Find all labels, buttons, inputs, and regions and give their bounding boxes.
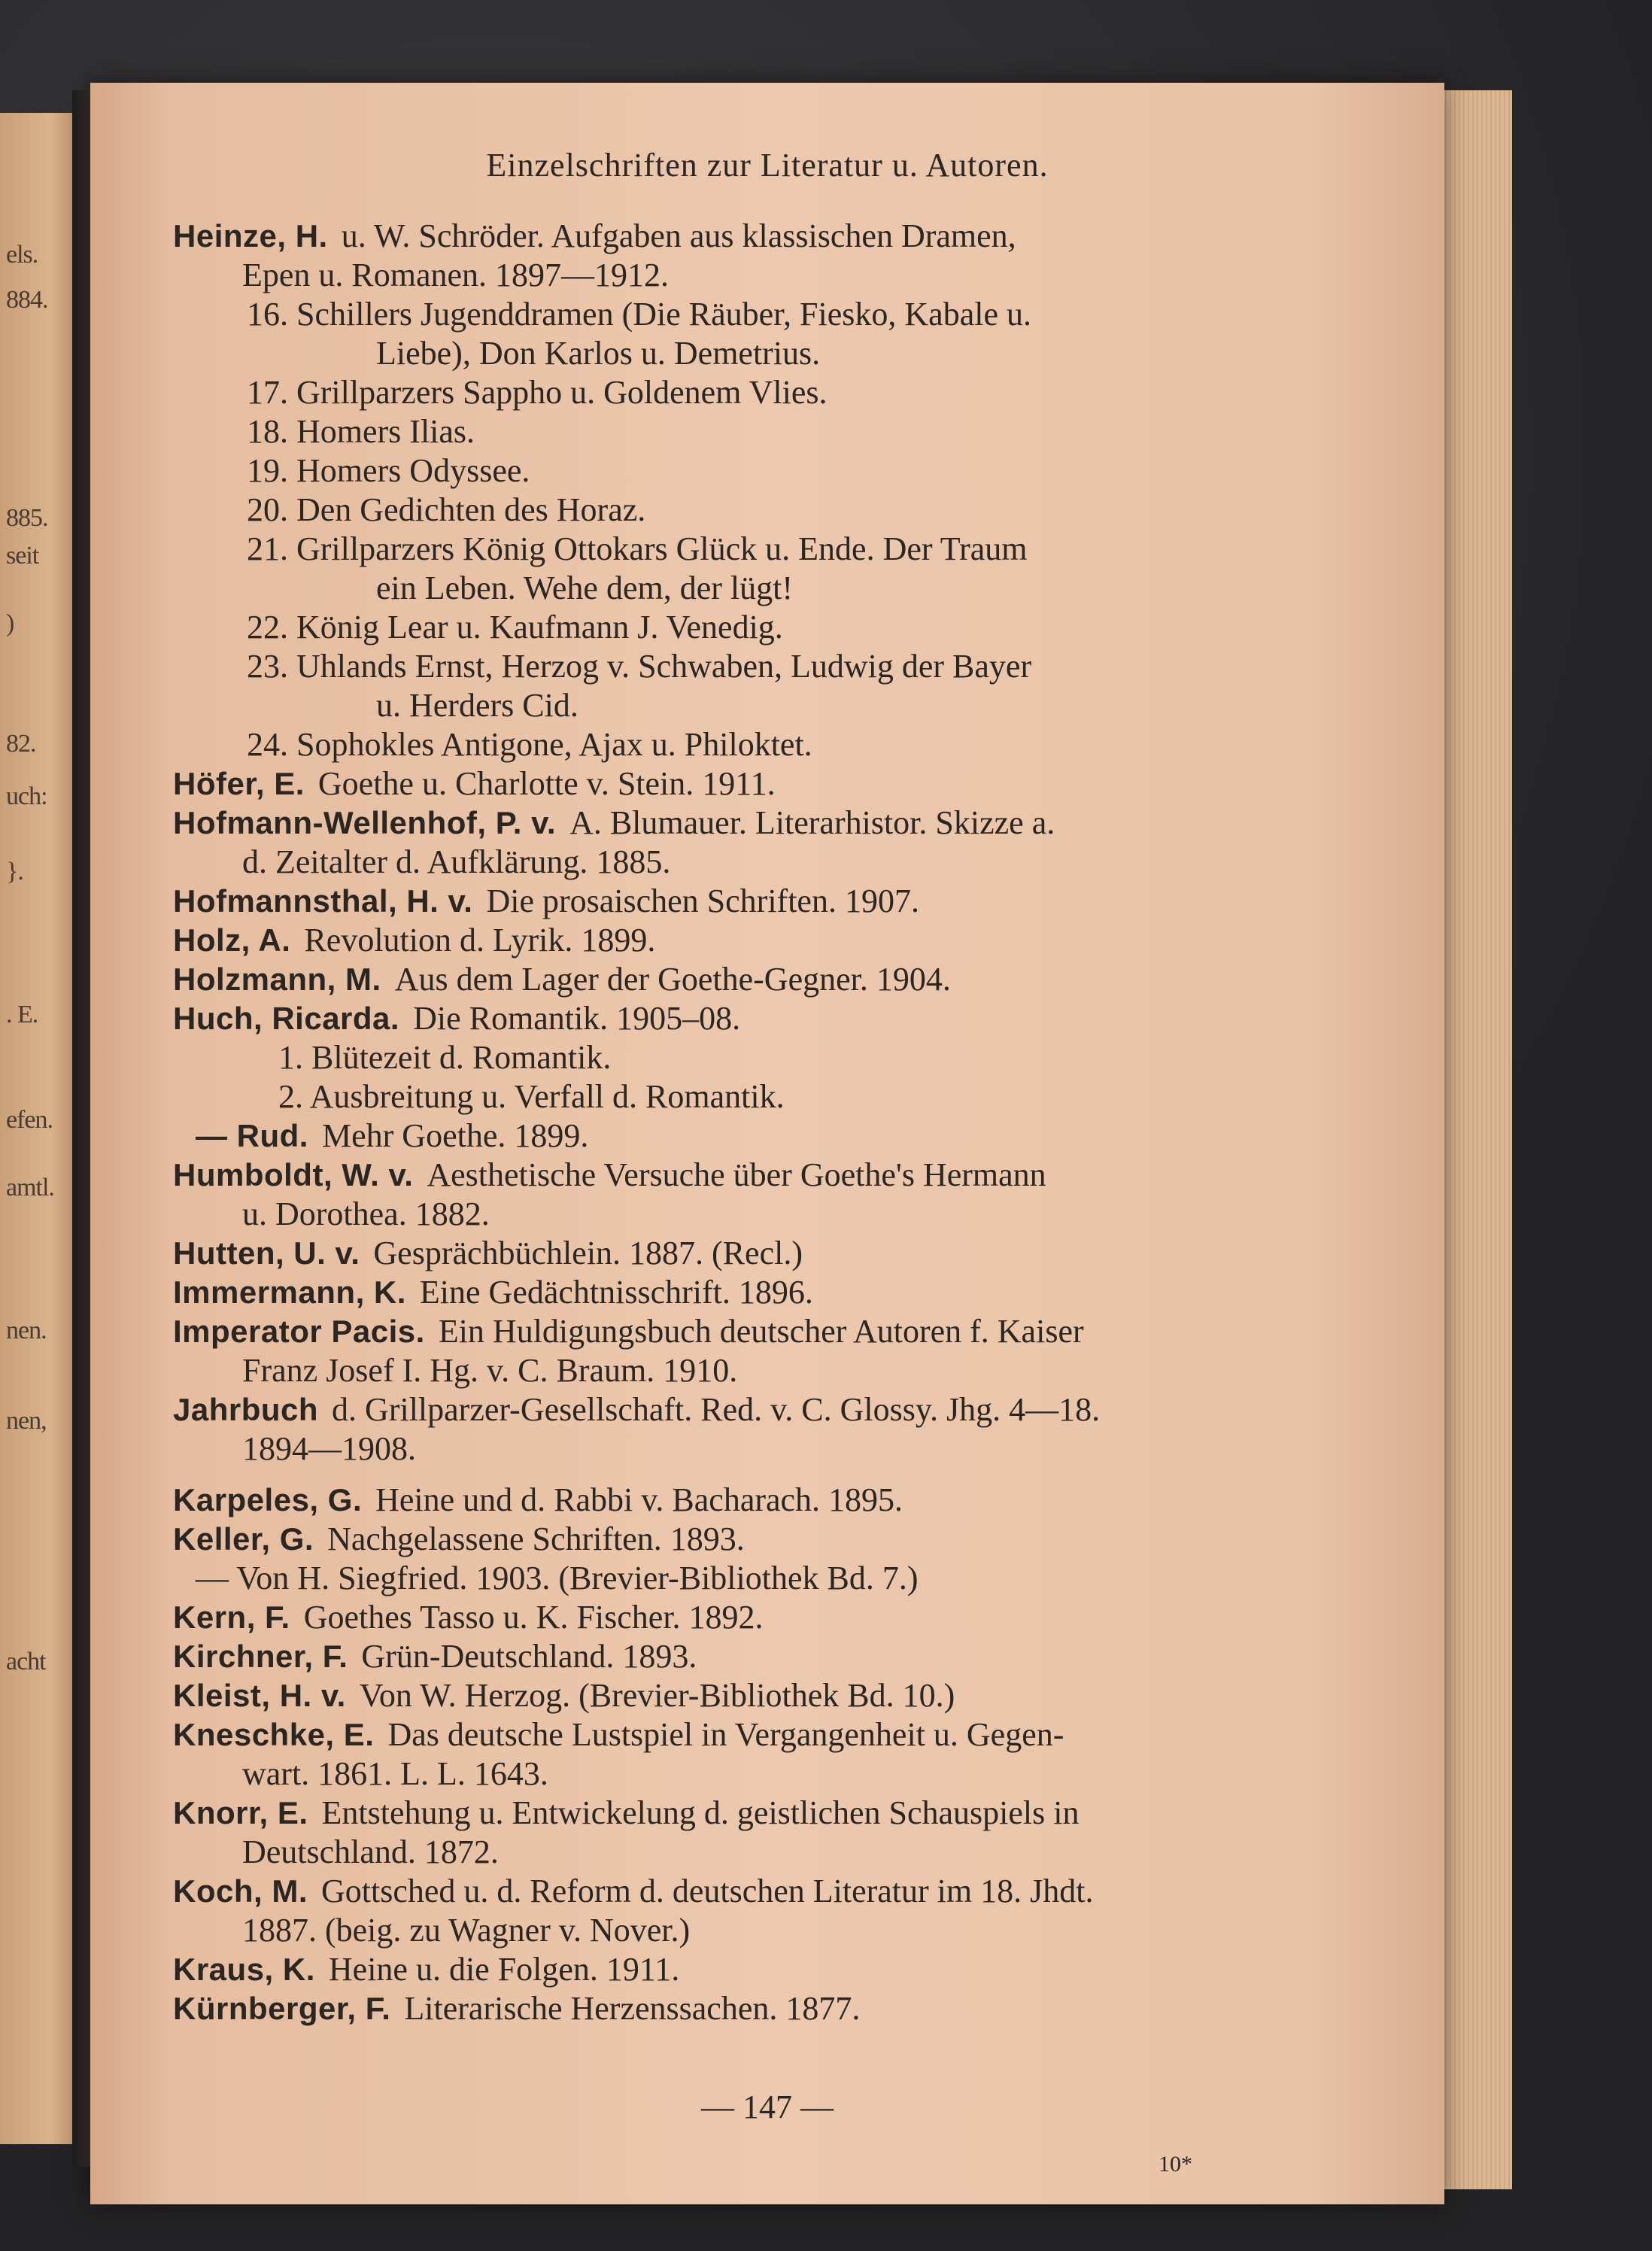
entry-author: Karpeles, G. [173,1482,363,1517]
entry-title: Das deutsche Lustspiel in Vergangenheit u. Gegen- [387,1716,1064,1753]
entry-author: Knorr, E. [173,1795,308,1830]
entry-author: Holz, A. [173,922,291,958]
bibliography-entry [173,217,1399,764]
entry-title: Gottsched u. d. Reform d. deutschen Literatur im 18. Jhdt. [321,1873,1094,1909]
entry-first-line [173,999,1399,1038]
entry-title: Die Romantik. 1905–08. [413,1000,741,1037]
bibliography-entry [173,1156,1399,1234]
left-page-fragment: 82. [6,730,36,758]
volume-number: 16. [247,296,288,333]
entry-first-line [173,960,1399,999]
entry-author: — Rud. [196,1118,308,1153]
entry-continuation: 1887. (beig. zu Wagner v. Nover.) [242,1912,691,1949]
bibliography-entry [173,1273,1399,1312]
entry-first-line [173,1872,1399,1911]
volume-title: Grillparzers Sappho u. Goldenem Vlies. [296,374,828,411]
bibliography-entry [173,1481,1399,1520]
entry-continuation: Deutschland. 1872. [242,1833,499,1870]
entry-author: Imperator Pacis. [173,1314,425,1349]
bibliography-entry [173,1116,1399,1156]
entry-continuation: u. Dorothea. 1882. [242,1195,490,1232]
bibliography-entry [173,1872,1399,1950]
entry-title: Literarische Herzenssachen. 1877. [404,1990,861,2027]
entry-title: Von W. Herzog. (Brevier-Bibliothek Bd. 10.) [359,1677,955,1714]
entry-author: Holzmann, M. [173,961,381,997]
volume-number: 19. [247,452,288,489]
volume-title: Homers Ilias. [296,413,475,450]
bibliography-entry [173,999,1399,1116]
entry-author: Hofmann-Wellenhof, P. v. [173,805,557,840]
volume-line [173,295,1399,334]
entry-first-line [173,803,1399,843]
entry-continuation: Epen u. Romanen. 1897—1912. [242,257,670,293]
left-page-fragment: . E. [6,1001,38,1028]
entry-author: Kürnberger, F. [173,1991,391,2026]
left-page-fragment: ) [6,609,14,637]
page-number: — 147 — [701,2088,834,2125]
entry-first-line [173,1234,1399,1273]
volume-title: Den Gedichten des Horaz. [296,491,646,528]
volume-line [173,725,1399,764]
volume-continuation: Liebe), Don Karlos u. Demetrius. [376,335,821,372]
volume-number: 21. [247,530,288,567]
entry-title: Aus dem Lager der Goethe-Gegner. 1904. [394,961,951,998]
bibliography-entry [173,1950,1399,1989]
entry-first-line [173,1520,1399,1559]
volume-title: Homers Odyssee. [296,452,530,489]
entry-first-line [173,1637,1399,1676]
left-page-fragment: seit [6,542,39,570]
volume-line [173,530,1399,569]
entry-author: Jahrbuch [173,1392,319,1427]
bibliography-entry [173,1794,1399,1872]
volume-continuation: u. Herders Cid. [376,687,579,724]
entry-first-line [173,1794,1399,1833]
bibliography-entry [173,1598,1399,1637]
entry-author: Keller, G. [173,1521,314,1557]
entry-author: Immermann, K. [173,1274,406,1310]
volume-line [173,412,1399,451]
left-page-fragment: acht [6,1648,46,1675]
volume-number: 24. [247,726,288,763]
entry-first-line [173,1116,1399,1156]
volume-line [173,373,1399,412]
volume-title: Sophokles Antigone, Ajax u. Philoktet. [296,726,812,763]
bibliography-entry [173,1520,1399,1598]
bibliography-entry [173,1676,1399,1715]
left-page-fragment: els. [6,241,38,269]
volume-title: Schillers Jugenddramen (Die Räuber, Fiesko, Kabale u. [296,296,1031,333]
volume-line [173,491,1399,530]
left-page-fragment: nen. [6,1317,47,1344]
entry-first-line [173,1273,1399,1312]
volume-line [173,608,1399,647]
bibliography-entry [173,921,1399,960]
bibliography-entry [173,803,1399,882]
entry-title: Heine und d. Rabbi v. Bacharach. 1895. [375,1481,903,1518]
spacer [173,1469,1399,1481]
entry-title: Nachgelassene Schriften. 1893. [327,1520,745,1557]
entry-title: Goethe u. Charlotte v. Stein. 1911. [317,765,776,802]
entry-title: Revolution d. Lyrik. 1899. [304,922,656,958]
entry-title: Die prosaischen Schriften. 1907. [486,882,919,919]
entry-first-line [173,1598,1399,1637]
entry-continuation: 1894—1908. [242,1430,416,1467]
left-page-fragment: 884. [6,286,48,314]
related-entry: — Von H. Siegfried. 1903. (Brevier-Bibliothek Bd. 7.) [196,1560,919,1596]
entry-title: Aesthetische Versuche über Goethe's Hermann [427,1156,1046,1193]
volume-title: König Lear u. Kaufmann J. Venedig. [296,609,783,646]
volume-title: Grillparzers König Ottokars Glück u. Ende. Der Traum [296,530,1028,567]
volume-number: 18. [247,413,288,450]
entry-first-line [173,1312,1399,1351]
entry-author: Höfer, E. [173,766,305,801]
volume-continuation: ein Leben. Wehe dem, der lügt! [376,570,793,606]
entry-author: Heinze, H. [173,218,328,254]
left-page-fragment: uch: [6,782,47,810]
volume-number: 23. [247,648,288,685]
entry-first-line [173,1676,1399,1715]
entry-title: Entstehung u. Entwickelung d. geistlichen Schauspiels in [321,1794,1080,1831]
entry-author: Kneschke, E. [173,1717,375,1752]
volume-title: Uhlands Ernst, Herzog v. Schwaben, Ludwig der Bayer [296,648,1032,685]
entry-title: Grün-Deutschland. 1893. [361,1638,697,1675]
bibliography-entry [173,1312,1399,1390]
entry-continuation: d. Zeitalter d. Aufklärung. 1885. [242,843,671,880]
entry-first-line [173,764,1399,803]
entry-title: Eine Gedächtnisschrift. 1896. [419,1274,813,1311]
left-page-fragment: }. [6,858,23,886]
book-page [90,83,1444,2204]
entry-first-line [173,1950,1399,1989]
bibliography-entry [173,1989,1399,2028]
entry-author: Kleist, H. v. [173,1678,346,1713]
entry-first-line [173,921,1399,960]
left-page-fragment: 885. [6,504,48,532]
entry-title: Gesprächbüchlein. 1887. (Recl.) [373,1235,803,1271]
entry-continuation: Franz Josef I. Hg. v. C. Braum. 1910. [242,1352,738,1389]
entry-first-line [173,217,1399,256]
part-line: 1. Blütezeit d. Romantik. [278,1039,612,1076]
running-header: Einzelschriften zur Literatur u. Autoren. [486,147,1049,184]
bibliography-entry [173,1637,1399,1676]
signature-mark: 10* [1159,2152,1192,2177]
bibliography-entry [173,882,1399,921]
entry-author: Kern, F. [173,1599,290,1635]
bibliography-entry [173,764,1399,803]
entry-author: Hutten, U. v. [173,1235,360,1271]
entry-continuation: wart. 1861. L. L. 1643. [242,1755,548,1792]
left-page-fragment: amtl. [6,1174,54,1201]
entry-title: d. Grillparzer-Gesellschaft. Red. v. C. Glossy. Jhg. 4—18. [332,1391,1101,1428]
left-page-fragment: nen, [6,1407,47,1435]
entry-first-line [173,1481,1399,1520]
entry-title: A. Blumauer. Literarhistor. Skizze a. [569,804,1055,841]
entry-author: Hofmannsthal, H. v. [173,883,473,919]
bibliography-entry [173,1234,1399,1273]
entry-author: Kraus, K. [173,1952,315,1987]
entry-first-line [173,1989,1399,2028]
bibliography-entries [173,217,1399,2028]
entry-first-line [173,882,1399,921]
volume-number: 20. [247,491,288,528]
entry-first-line [173,1156,1399,1195]
entry-title: u. W. Schröder. Aufgaben aus klassischen Dramen, [341,217,1016,254]
part-line: 2. Ausbreitung u. Verfall d. Romantik. [278,1078,785,1115]
entry-author: Humboldt, W. v. [173,1157,414,1192]
bibliography-entry [173,960,1399,999]
entry-author: Huch, Ricarda. [173,1001,400,1036]
entry-author: Kirchner, F. [173,1639,348,1674]
entry-title: Mehr Goethe. 1899. [321,1117,589,1154]
left-page-fragment: efen. [6,1106,53,1134]
left-page-edge [0,113,83,2144]
entry-first-line [173,1715,1399,1754]
volume-number: 22. [247,609,288,646]
entry-author: Koch, M. [173,1873,308,1909]
bibliography-entry [173,1715,1399,1794]
entry-title: Goethes Tasso u. K. Fischer. 1892. [303,1599,764,1636]
entry-title: Heine u. die Folgen. 1911. [328,1951,680,1988]
bibliography-entry [173,1390,1399,1469]
volume-line [173,647,1399,686]
volume-number: 17. [247,374,288,411]
volume-line [173,451,1399,491]
entry-first-line [173,1390,1399,1429]
entry-title: Ein Huldigungsbuch deutscher Autoren f. Kaiser [438,1313,1084,1350]
